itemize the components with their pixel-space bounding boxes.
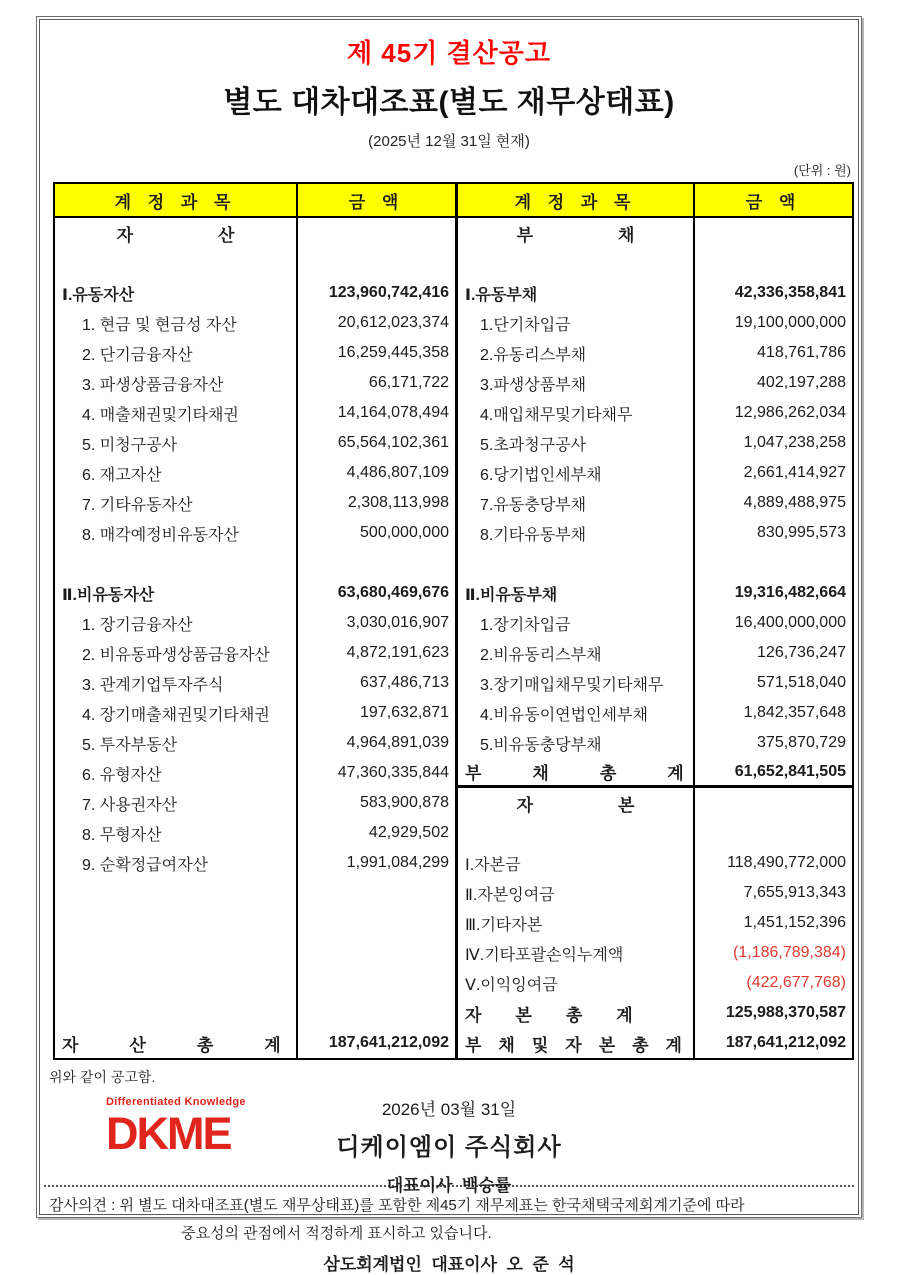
account-row bbox=[458, 398, 852, 428]
account-label: 5.비유동충당부채 bbox=[458, 728, 695, 758]
account-row bbox=[55, 338, 455, 368]
page-frame bbox=[36, 16, 862, 1274]
amount-value: 19,100,000,000 bbox=[734, 314, 846, 331]
account-label: 3.파생상품부채 bbox=[458, 368, 695, 398]
amount-value: 4,486,807,109 bbox=[346, 464, 449, 481]
account-row bbox=[458, 1028, 852, 1058]
amount-value: 16,259,445,358 bbox=[337, 344, 449, 361]
account-row bbox=[458, 458, 852, 488]
account-label: 3.장기매입채무및기타채무 bbox=[458, 668, 695, 698]
account-label: 5. 미청구공사 bbox=[55, 428, 298, 458]
header-account-left: 계 정 과 목 bbox=[55, 184, 298, 216]
account-label: 5.초과청구공사 bbox=[458, 428, 695, 458]
amount-value: 125,988,370,587 bbox=[725, 1004, 846, 1021]
amount-value: 187,641,212,092 bbox=[725, 1034, 846, 1051]
account-row bbox=[458, 308, 852, 338]
account-row bbox=[55, 758, 455, 788]
account-row bbox=[458, 608, 852, 638]
account-label: 6. 유형자산 bbox=[55, 758, 298, 788]
amount-value: 14,164,078,494 bbox=[337, 404, 449, 421]
account-label: 8. 매각예정비유동자산 bbox=[55, 518, 298, 548]
announcement-document bbox=[39, 19, 859, 1274]
account-label: 4.매입채무및기타채무 bbox=[458, 398, 695, 428]
account-row bbox=[55, 638, 455, 668]
balance-sheet-table bbox=[53, 182, 854, 1060]
account-row bbox=[55, 368, 455, 398]
account-label: 3. 파생상품금융자산 bbox=[55, 368, 298, 398]
account-label: 7. 기타유동자산 bbox=[55, 488, 298, 518]
account-row bbox=[55, 518, 455, 548]
amount-value: 187,641,212,092 bbox=[328, 1034, 449, 1051]
account-row bbox=[458, 428, 852, 458]
account-row bbox=[55, 1028, 455, 1058]
auditor-line: 삼도회계법인 대표이사 오 준 석 bbox=[323, 1255, 575, 1274]
account-row bbox=[458, 758, 852, 788]
amount-value: 1,991,084,299 bbox=[346, 854, 449, 871]
amount-value: 197,632,871 bbox=[360, 704, 449, 721]
account-label: 1. 현금 및 현금성 자산 bbox=[55, 308, 298, 338]
amount-value: 66,171,722 bbox=[368, 374, 449, 391]
account-label: 7. 사용권자산 bbox=[55, 788, 298, 818]
account-label bbox=[55, 248, 298, 278]
account-label: Ⅰ.자본금 bbox=[458, 848, 695, 878]
account-label: 6.당기법인세부채 bbox=[458, 458, 695, 488]
amount-value: 500,000,000 bbox=[360, 524, 449, 541]
account-label bbox=[458, 818, 695, 848]
amount-value: 830,995,573 bbox=[757, 524, 846, 541]
account-label: 1.단기차입금 bbox=[458, 308, 695, 338]
account-label: 9. 순확정급여자산 bbox=[55, 848, 298, 878]
account-label: Ⅳ.기타포괄손익누계액 bbox=[458, 938, 695, 968]
amount-value: 20,612,023,374 bbox=[337, 314, 449, 331]
account-row bbox=[458, 578, 852, 608]
amount-value: (422,677,768) bbox=[746, 974, 846, 991]
amount-value: 61,652,841,505 bbox=[734, 762, 846, 780]
unit-label: (단위 : 원) bbox=[793, 163, 851, 178]
report-date: 2026년 03월 31일 bbox=[381, 1100, 517, 1119]
amount-value: 418,761,786 bbox=[757, 344, 846, 361]
company-name: 디케이엠이 주식회사 bbox=[336, 1134, 562, 1161]
account-row bbox=[55, 728, 455, 758]
liabilities-equity-column bbox=[458, 218, 852, 1058]
header-account-right: 계 정 과 목 bbox=[458, 184, 695, 216]
account-row bbox=[458, 698, 852, 728]
blank-row bbox=[55, 548, 455, 578]
amount-value: 63,680,469,676 bbox=[337, 584, 449, 601]
account-row bbox=[55, 818, 455, 848]
amount-value: 1,842,357,648 bbox=[743, 704, 846, 721]
account-row bbox=[55, 458, 455, 488]
amount-value: 12,986,262,034 bbox=[734, 404, 846, 421]
account-row bbox=[55, 788, 455, 818]
blank-row bbox=[55, 968, 455, 998]
audit-opinion-line2: 중요성의 관점에서 적정하게 표시하고 있습니다. bbox=[181, 1225, 492, 1242]
account-row bbox=[55, 608, 455, 638]
account-label: Ⅱ.비유동자산 bbox=[55, 578, 298, 608]
amount-value: 2,661,414,927 bbox=[743, 464, 846, 481]
account-row bbox=[458, 728, 852, 758]
account-label bbox=[458, 248, 695, 278]
account-label: 자 본 bbox=[458, 788, 695, 818]
account-row bbox=[458, 878, 852, 908]
account-row bbox=[55, 488, 455, 518]
amount-value: 123,960,742,416 bbox=[328, 284, 449, 301]
account-label: 7.유동충당부채 bbox=[458, 488, 695, 518]
amount-value: 19,316,482,664 bbox=[734, 584, 846, 601]
amount-value: 402,197,288 bbox=[757, 374, 846, 391]
account-label: 자 본 총 계 bbox=[458, 998, 695, 1028]
amount-value: 4,872,191,623 bbox=[346, 644, 449, 661]
account-label: 3. 관계기업투자주식 bbox=[55, 668, 298, 698]
account-label: 5. 투자부동산 bbox=[55, 728, 298, 758]
account-label: 1. 장기금융자산 bbox=[55, 608, 298, 638]
assets-column bbox=[55, 218, 458, 1058]
header-amount-left: 금 액 bbox=[298, 184, 458, 216]
account-row bbox=[458, 518, 852, 548]
account-row bbox=[55, 398, 455, 428]
account-label: Ⅱ.비유동부채 bbox=[458, 578, 695, 608]
account-row bbox=[458, 218, 852, 248]
amount-value: 583,900,878 bbox=[360, 794, 449, 811]
blank-row bbox=[55, 908, 455, 938]
account-row bbox=[458, 338, 852, 368]
account-row bbox=[458, 638, 852, 668]
announcement-title: 제 45기 결산공고 bbox=[346, 38, 552, 68]
account-row bbox=[55, 278, 455, 308]
blank-row bbox=[55, 998, 455, 1028]
account-row bbox=[458, 668, 852, 698]
amount-value: 1,047,238,258 bbox=[743, 434, 846, 451]
account-label: 2.유동리스부채 bbox=[458, 338, 695, 368]
account-row bbox=[458, 938, 852, 968]
account-label: 6. 재고자산 bbox=[55, 458, 298, 488]
amount-value: 42,929,502 bbox=[368, 824, 449, 841]
account-row bbox=[55, 848, 455, 878]
ceo-line: 대표이사 백승률 bbox=[386, 1176, 512, 1195]
account-row bbox=[458, 368, 852, 398]
account-label: Ⅲ.기타자본 bbox=[458, 908, 695, 938]
account-label bbox=[55, 548, 298, 578]
table-body bbox=[55, 218, 852, 1058]
account-row bbox=[458, 998, 852, 1028]
account-label: 2. 단기금융자산 bbox=[55, 338, 298, 368]
audit-opinion-line1: 감사의견 : 위 별도 대차대조표(별도 재무상태표)를 포함한 제45기 재무제표는 한국채택국제회계기준에 따라 bbox=[49, 1197, 745, 1214]
account-row bbox=[458, 488, 852, 518]
account-row bbox=[55, 578, 455, 608]
amount-value: 126,736,247 bbox=[757, 644, 846, 661]
amount-value: 637,486,713 bbox=[360, 674, 449, 691]
account-label: 4. 매출채권및기타채권 bbox=[55, 398, 298, 428]
blank-row bbox=[458, 548, 852, 578]
notice-text: 위와 같이 공고함. bbox=[49, 1069, 156, 1085]
account-label bbox=[55, 968, 298, 998]
amount-value: 375,870,729 bbox=[757, 734, 846, 751]
account-label bbox=[55, 908, 298, 938]
account-label: Ⅰ.유동부채 bbox=[458, 278, 695, 308]
amount-value: 65,564,102,361 bbox=[337, 434, 449, 451]
account-label: 부 채 총 계 bbox=[458, 758, 695, 785]
as-of-date: (2025년 12월 31일 현재) bbox=[368, 133, 530, 150]
amount-value: 7,655,913,343 bbox=[743, 884, 846, 901]
amount-value: 3,030,016,907 bbox=[346, 614, 449, 631]
account-label: 2. 비유동파생상품금융자산 bbox=[55, 638, 298, 668]
blank-row bbox=[55, 248, 455, 278]
amount-value: 571,518,040 bbox=[757, 674, 846, 691]
amount-value: 47,360,335,844 bbox=[337, 764, 449, 781]
account-row bbox=[55, 218, 455, 248]
account-label: 8. 무형자산 bbox=[55, 818, 298, 848]
account-label: Ⅱ.자본잉여금 bbox=[458, 878, 695, 908]
account-label: Ⅰ.유동자산 bbox=[55, 278, 298, 308]
account-label: 자 산 bbox=[55, 218, 298, 248]
amount-value: 118,490,772,000 bbox=[727, 854, 846, 871]
account-label: 8.기타유동부채 bbox=[458, 518, 695, 548]
account-label bbox=[55, 998, 298, 1028]
logo-tagline: Differentiated Knowledge bbox=[106, 1096, 246, 1108]
account-label: 4. 장기매출채권및기타채권 bbox=[55, 698, 298, 728]
account-label bbox=[55, 878, 298, 908]
account-row bbox=[55, 668, 455, 698]
account-row bbox=[55, 698, 455, 728]
logo-text: DKME bbox=[106, 1108, 231, 1159]
amount-value: 42,336,358,841 bbox=[734, 284, 846, 301]
account-label bbox=[458, 548, 695, 578]
account-label: 부 채 및 자 본 총 계 bbox=[458, 1028, 695, 1058]
account-label: 자 산 총 계 bbox=[55, 1028, 298, 1058]
account-row bbox=[55, 428, 455, 458]
page-title: 별도 대차대조표(별도 재무상태표) bbox=[223, 86, 675, 119]
amount-value: 16,400,000,000 bbox=[734, 614, 846, 631]
blank-row bbox=[55, 878, 455, 908]
account-label: Ⅴ.이익잉여금 bbox=[458, 968, 695, 998]
account-label: 2.비유동리스부채 bbox=[458, 638, 695, 668]
amount-value: 4,889,488,975 bbox=[743, 494, 846, 511]
blank-row bbox=[55, 938, 455, 968]
amount-value: 1,451,152,396 bbox=[743, 914, 846, 931]
footer bbox=[40, 1088, 858, 1195]
account-row bbox=[458, 788, 852, 818]
account-row bbox=[55, 308, 455, 338]
account-label: 1.장기차입금 bbox=[458, 608, 695, 638]
table-header-row bbox=[55, 184, 852, 218]
amount-value: (1,186,789,384) bbox=[733, 944, 846, 961]
blank-row bbox=[458, 818, 852, 848]
amount-value: 4,964,891,039 bbox=[346, 734, 449, 751]
account-row bbox=[458, 278, 852, 308]
account-row bbox=[458, 848, 852, 878]
account-label: 부 채 bbox=[458, 218, 695, 248]
account-row bbox=[458, 968, 852, 998]
amount-value: 2,308,113,998 bbox=[347, 494, 449, 511]
account-label bbox=[55, 938, 298, 968]
dkme-logo bbox=[106, 1096, 246, 1159]
header-amount-right: 금 액 bbox=[745, 192, 802, 212]
blank-row bbox=[458, 248, 852, 278]
account-label: 4.비유동이연법인세부채 bbox=[458, 698, 695, 728]
account-row bbox=[458, 908, 852, 938]
